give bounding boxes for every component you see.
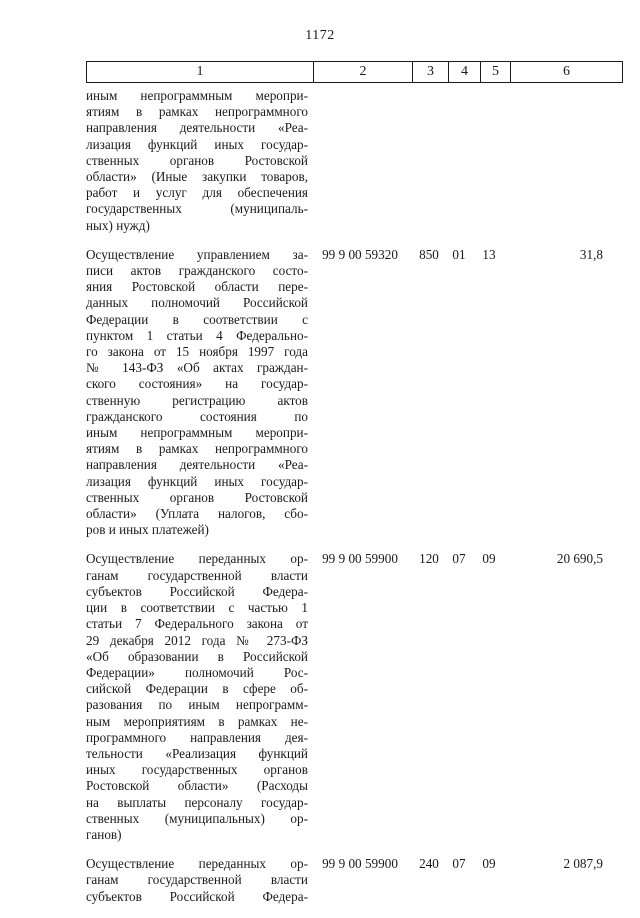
- description-line: ганам государственной власти: [86, 872, 308, 888]
- description-line: ции в соответствии с частью 1: [86, 600, 308, 616]
- description-line: «Об образовании в Российской: [86, 648, 308, 664]
- description-line: иным непрограммным меропри-: [86, 88, 308, 103]
- description-line: данных полномочий Российской: [86, 295, 308, 311]
- column-header-6: 6: [511, 62, 623, 83]
- description-line: статьи 7 Федерального закона от: [86, 616, 308, 632]
- description-line: ственных органов Ростовской: [86, 489, 308, 505]
- column-header-table: [86, 61, 623, 83]
- description-line: программного направления дея-: [86, 729, 308, 745]
- row-target-code: 99 9 00 59900: [322, 551, 398, 567]
- description-line: 29 декабря 2012 года № 273-ФЗ: [86, 632, 308, 648]
- description-line: ганам государственной власти: [86, 567, 308, 583]
- description-line: Федерации в соответствии с: [86, 311, 308, 327]
- description-line: области» (Иные закупки товаров,: [86, 169, 308, 185]
- row-description: [86, 247, 308, 539]
- description-line: направления деятельности «Реа-: [86, 120, 308, 136]
- description-line: лизация функций иных государ-: [86, 136, 308, 152]
- description-line: ственных органов Ростовской: [86, 152, 308, 168]
- table-row: [86, 247, 621, 539]
- description-line: на выплаты персоналу государ-: [86, 794, 308, 810]
- page-number: 1172: [305, 28, 335, 43]
- description-line: № 143-ФЗ «Об актах граждан-: [86, 360, 308, 376]
- description-line: разования по иным непрограмм-: [86, 697, 308, 713]
- row-section: 01: [452, 246, 466, 262]
- description-line: субъектов Российской Федера-: [86, 583, 308, 599]
- description-line: Осуществление переданных ор-: [86, 551, 308, 567]
- description-line: ров и иных платежей): [86, 522, 209, 538]
- description-line: иных государственных органов: [86, 762, 308, 778]
- description-line: Ростовской области» (Расходы: [86, 778, 308, 794]
- description-line: ственную регистрацию актов: [86, 392, 308, 408]
- description-line: ственных (муниципальных) ор-: [86, 810, 308, 826]
- row-description: [86, 88, 308, 234]
- description-line: Осуществление управлением за-: [86, 246, 308, 262]
- row-amount: 31,8: [579, 246, 603, 262]
- description-line: тельности «Реализация функций: [86, 745, 308, 761]
- table-row: [86, 856, 621, 905]
- row-subsection: 09: [482, 551, 496, 567]
- column-header-4: 4: [449, 62, 481, 83]
- row-expense-type: 120: [419, 551, 439, 567]
- column-header-1: 1: [87, 62, 314, 83]
- column-header-5: 5: [481, 62, 511, 83]
- description-line: яния Ростовской области пере-: [86, 279, 308, 295]
- description-line: области» (Уплата налогов, сбо-: [86, 506, 308, 522]
- description-line: го закона от 15 ноября 1997 года: [86, 344, 308, 360]
- description-line: работ и услуг для обеспечения: [86, 185, 308, 201]
- description-line: сийской Федерации в сфере об-: [86, 681, 308, 697]
- row-description: [86, 551, 308, 843]
- column-header-2: 2: [314, 62, 413, 83]
- description-line: пунктом 1 статьи 4 Федерально-: [86, 327, 308, 343]
- description-line: писи актов гражданского состо-: [86, 263, 308, 279]
- row-target-code: 99 9 00 59320: [322, 246, 398, 262]
- row-section: 07: [452, 551, 466, 567]
- table-body: [86, 88, 621, 918]
- description-line: Федерации» полномочий Рос-: [86, 664, 308, 680]
- description-line: государственных (муниципаль-: [86, 201, 308, 217]
- description-line: иным непрограммным меропри-: [86, 425, 308, 441]
- description-line: ным мероприятиям в рамках не-: [86, 713, 308, 729]
- row-subsection: 13: [482, 246, 496, 262]
- description-line: гражданского состояния по: [86, 408, 308, 424]
- row-section: 07: [452, 856, 466, 872]
- table-row: [86, 88, 621, 234]
- description-line: ных) нужд): [86, 217, 150, 233]
- row-target-code: 99 9 00 59900: [322, 856, 398, 872]
- description-line: лизация функций иных государ-: [86, 473, 308, 489]
- table-row: [86, 551, 621, 843]
- description-line: ского состояния» на государ-: [86, 376, 308, 392]
- row-amount: 20 690,5: [556, 551, 603, 567]
- description-line: ганов): [86, 826, 122, 842]
- description-line: субъектов Российской Федера-: [86, 888, 308, 904]
- description-line: Осуществление переданных ор-: [86, 856, 308, 872]
- column-header-row: [87, 62, 623, 83]
- row-subsection: 09: [482, 856, 496, 872]
- description-line: ятиям в рамках непрограммного: [86, 104, 308, 120]
- column-header-3: 3: [413, 62, 449, 83]
- row-expense-type: 240: [419, 856, 439, 872]
- row-description: [86, 856, 308, 905]
- row-expense-type: 850: [419, 246, 439, 262]
- description-line: направления деятельности «Реа-: [86, 457, 308, 473]
- row-amount: 2 087,9: [563, 856, 603, 872]
- description-line: ятиям в рамках непрограммного: [86, 441, 308, 457]
